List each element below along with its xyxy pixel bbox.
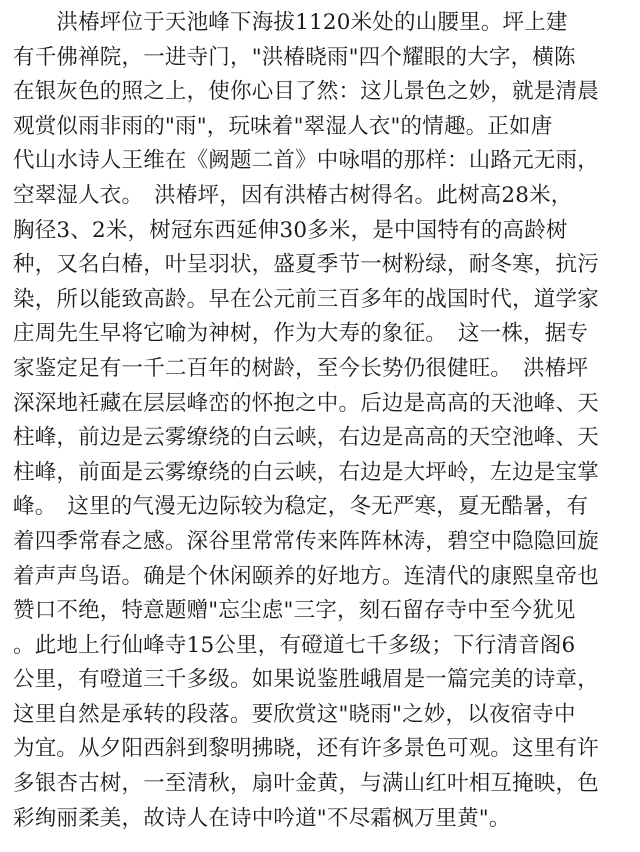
text-line: 深深地衽藏在层层峰峦的怀抱之中。后边是高高的天池峰、天 [13,390,599,416]
text-line: 观赏似雨非雨的"雨"，玩味着"翠湿人衣"的情趣。正如唐 [13,113,553,139]
text-line: 空翠湿人衣。 洪椿坪，因有洪椿古树得名。此树高28米， [13,182,573,208]
text-line: 柱峰，前边是云雾缭绕的白云峡，右边是高高的天空池峰、天 [13,425,599,451]
text-line: 家鉴定足有一千二百年的树龄，至今长势仍很健旺。 洪椿坪 [13,355,589,381]
text-line: 洪椿坪位于天池峰下海拔1120米处的山腰里。坪上建 [13,10,568,35]
text-line: 多银杏古树，一至清秋，扇叶金黄，与满山红叶相互掩映，色 [13,771,599,797]
text-line: 柱峰，前面是云雾缭绕的白云峡，右边是大坪岭，左边是宝掌 [13,459,599,485]
text-line: 胸径3、2米，树冠东西延伸30多米，是中国特有的高龄树 [13,217,568,243]
text-line: 染，所以能致高龄。早在公元前三百多年的战国时代，道学家 [13,286,599,312]
text-line: 峰。 这里的气漫无边际较为稳定，冬无严寒，夏无酷暑，有 [13,494,589,520]
text-line: 在银灰色的照之上，使你心目了然：这儿景色之妙，就是清晨 [13,79,599,105]
text-line: 着四季常春之感。深谷里常常传来阵阵林涛，碧空中隐隐回旋 [13,528,599,554]
text-line: 公里，有噔道三千多级。如果说鉴胜峨眉是一篇完美的诗章， [13,667,599,693]
text-line: 。此地上行仙峰寺15公里，有磴道七千多级；下行清音阁6 [13,632,576,658]
text-line: 赞口不绝，特意题赠"忘尘虑"三字，刻石留存寺中至今犹见 [13,598,576,624]
text-line: 为宜。从夕阳西斜到黎明拂晓，还有许多景色可观。这里有许 [13,736,599,762]
document-body [13,6,633,836]
text-line: 代山水诗人王维在《阙题二首》中咏唱的那样：山路元无雨， [13,148,599,174]
text-line: 种，又名白椿，叶呈羽状，盛夏季节一树粉绿，耐冬寒，抗污 [13,252,599,278]
text-line: 有千佛禅院，一进寺门，"洪椿晓雨"四个耀眼的大字，横陈 [13,44,576,70]
text-line: 着声声鸟语。确是个休闲颐养的好地方。连清代的康熙皇帝也 [13,563,599,589]
text-line: 庄周先生早将它喻为神树，作为大寿的象征。 这一株，据专 [13,321,589,347]
text-line: 这里自然是承转的段落。要欣赏这"晓雨"之妙，以夜宿寺中 [13,701,576,727]
text-line: 彩绚丽柔美，故诗人在诗中吟道"不尽霜枫万里黄"。 [13,805,511,831]
